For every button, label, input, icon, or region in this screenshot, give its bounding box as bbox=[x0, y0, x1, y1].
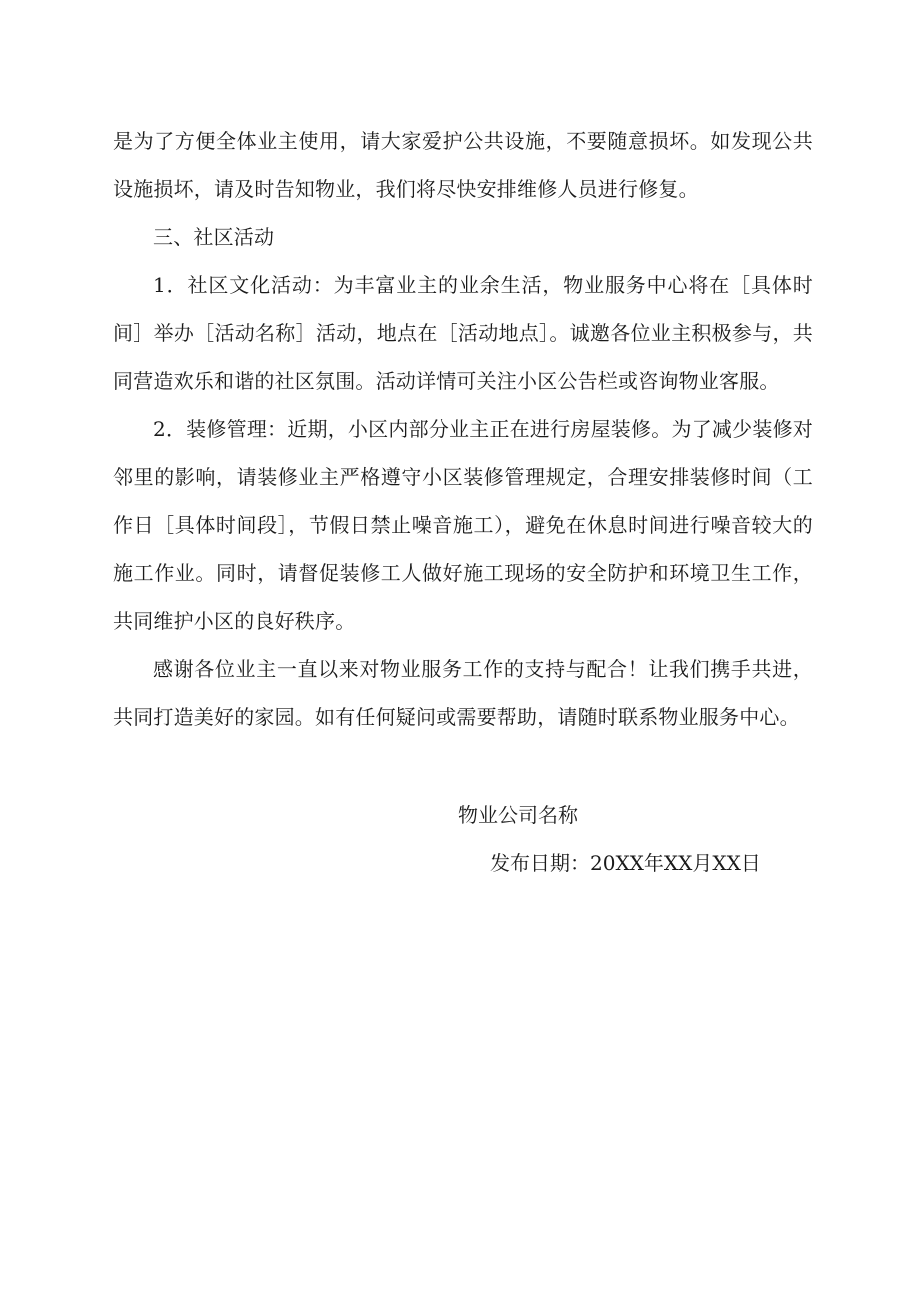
paragraph-renovation-management: 2．装修管理：近期，小区内部分业主正在进行房屋装修。为了减少装修对邻里的影响，请装修业主严格遵守小区装修管理规定，合理安排装修时间（工作日［具体时间段］，节假日禁止噪音施工），避免在休息时间进行噪音较大的施工作业。同时，请督促装修工人做好施工现场的安全防护和环境卫生工作，共同维护小区的良好秩序。 bbox=[113, 417, 813, 633]
paragraph-facilities: 是为了方便全体业主使用，请大家爱护公共设施，不要随意损坏。如发现公共设施损坏，请及时告知物业，我们将尽快安排维修人员进行修复。 bbox=[113, 129, 813, 201]
paragraph-cultural-activity: 1．社区文化活动：为丰富业主的业余生活，物业服务中心将在［具体时间］举办［活动名称］活动，地点在［活动地点］。诚邀各位业主积极参与，共同营造欢乐和谐的社区氛围。活动详情可关注小区公告栏或咨询物业客服。 bbox=[113, 273, 813, 393]
document-body bbox=[113, 117, 813, 741]
signature-company-name: 物业公司名称 bbox=[458, 803, 578, 827]
section-heading-community-activities: 三、社区活动 bbox=[153, 225, 275, 249]
paragraph-thanks: 感谢各位业主一直以来对物业服务工作的支持与配合！让我们携手共进，共同打造美好的家园。如有任何疑问或需要帮助，请随时联系物业服务中心。 bbox=[113, 657, 813, 729]
signature-publish-date: 发布日期：20XX年XX月XX日 bbox=[490, 851, 761, 875]
